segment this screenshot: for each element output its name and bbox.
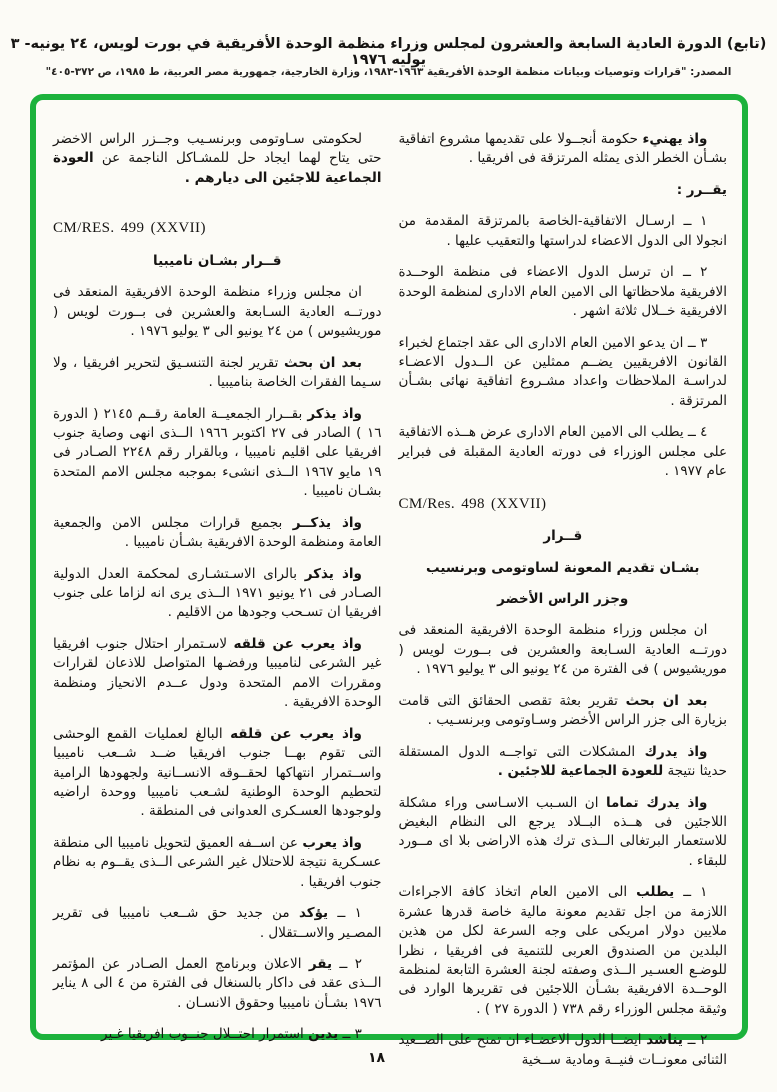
res-498-operative-2: ٢ ــ يناشد ايضــا الدول الاعضـاء ان تمنح على الصــعيد الثنائى معونــات فنيــة ومادية ســخية: [398, 1032, 727, 1068]
res-498-preamble-report: بعد ان بحث تقرير بعثة تقصى الحقائق التى قامت بزيارة الى جزر الراس الأخضر وسـاوتومى وبرنسـيب .: [398, 692, 727, 729]
res-497-preamble-angola: واذ يهنيء حكومة أنجــولا على تقديمها مشروع اتفاقية بشـأن الخطر الذى يمثله المرتزقة فى افريقيا .: [398, 131, 727, 167]
column-right: [398, 130, 728, 1068]
res-498-continuation: لحكومتى سـاوتومى وبرنسـيب وجــزر الراس الاخضر حتى يتاح لهما ايجاد حل للمشـاكل الناجمة عن العودة الجماعية للاجئين الى ديارهم .: [53, 131, 382, 186]
res-499-operative-1: ١ ــ يؤكد من جديد حق شــعب ناميبيا فى تقرير المصـير والاســتقلال .: [53, 905, 382, 941]
res-498-preamble-problems: واذ يدرك المشكلات التى تواجــه الدول المستقلة حديثا نتيجة للعودة الجماعية للاجئين .: [398, 743, 727, 780]
res-498-preamble-cause: واذ يدرك تماما ان السـبب الاسـاسى وراء مشكلة اللاجئين فى هــذه البــلاد يرجع الى النظام البغيض للاستعمار البرتغالى الــذى ترك هذه الاراضى بلا اى مــورد للبقاء .: [398, 794, 727, 869]
header-session-line: (تابع) الدورة العادية السابعة والعشرون لمجلس وزراء منظمة الوحدة الأفريقية في بورت لويس، ٢٤ يونيه- ٣ يوليه ١٩٧٦: [10, 36, 767, 68]
res-498-preamble-session: ان مجلس وزراء منظمة الوحدة الافريقية المنعقد فى دورتــه العادية السـابعة والعشرين فى بــورت لويس ( موريشيوس ) فى الفترة من ٢٤ يونيو الى ٣ يوليو ١٩٧٦ .: [398, 622, 727, 678]
column-left: [53, 130, 382, 1043]
res-498-ref: CM/Res. 498 (XXVII): [398, 495, 547, 512]
res-499-operative-3: ٣ ــ يدين استمرار احتــلال جنــوب افريقيا غـير: [101, 1026, 362, 1043]
res-498-title-line1: قــرار: [543, 528, 583, 545]
res-499-preamble-occupation: واذ يعرب عن قلقه لاسـتمرار احتلال جنوب افريقيا غير الشرعى لناميبيا ورفضـها المتواصل للاذعان لقرارات ومقررات الامم المتحدة ودول عــدم الانحياز ومنظمة الوحدة الافريقية .: [53, 635, 382, 711]
res-499-preamble-ga-resolutions: واذ يذكر بقــرار الجمعيــة العامة رقــم ٢١٤٥ ( الدورة ١٦ ) الصادر فى ٢٧ اكتوبر ١٩٦٦ الــذى انهى وصاية جنوب افريقيا على اقليم ناميبيا ، وبالقرار رقم ٢٢٤٨ الصـادر فى ١٩ مايو ١٩٦٧ الــذى انشىء بموجبه مجلس الامم المتحدة بشـان ناميبيا .: [53, 405, 382, 500]
res-499-preamble-report: بعد ان بحث تقرير لجنة التنسـيق لتحرير افريقيا ، ولا سـيما الفقرات الخاصة بناميبيا .: [53, 354, 382, 391]
res-499-preamble-icj: واذ يذكر بالراى الاسـتشـارى لمحكمة العدل الدولية الصـادر فى ٢١ يونيو ١٩٧١ الــذى يرى انه لزاما على جنوب افريقيا ان تسـحب وجودها من الاقليم .: [53, 565, 382, 621]
res-498-title-line2: بشـان تقديم المعونة لساوتومى وبرنسيب: [426, 559, 700, 576]
operative-3: ٣ ــ ان يدعو الامين العام الادارى الى عقد اجتماع لخبراء القانون الافريقيين يضــم ممثلين عن الــدول الاعضـاء لدراسـة الملاحظات واعداد مشـروع اتفاقية نهائى بشـأن المرتزقة .: [398, 334, 727, 409]
operative-marker: يقــرر :: [676, 181, 727, 198]
res-499-preamble-all-resolutions: واذ يذكــر بجميع قرارات مجلس الامن والجمعية العامة ومنظمة الوحدة الافريقية بشـأن ناميبيا .: [53, 514, 382, 551]
operative-2: ٢ ــ ان ترسل الدول الاعضاء فى منظمة الوحــدة الافريقية ملاحظاتها الى الامين العام الادارى لمنظمة الوحدة الافريقية خــلال ثلاثة اشهر .: [398, 264, 727, 320]
operative-4: ٤ ــ يطلب الى الامين العام الادارى عرض هــذه الاتفاقية على مجلس الوزراء فى دورته العادية المقبلة فى فبراير عام ١٩٧٧ .: [398, 424, 727, 480]
res-499-ref: CM/RES. 499 (XXVII): [53, 220, 206, 237]
res-499-preamble-militarization: واذ يعرب عن اســفه العميق لتحويل ناميبيا الى منطقة عسـكرية نتيجة للاحتلال غير الشرعى الــذى يقــوم به نظام جنوب افريقيا .: [53, 834, 382, 890]
res-499-title: قــرار بشـان ناميبيا: [153, 252, 282, 269]
res-498-title-line3: وجزر الراس الأخضر: [497, 591, 629, 608]
res-499-operative-2: ٢ ــ يقر الاعلان وبرنامج العمل الصـادر عن المؤتمر الــذى عقد فى داكار بالسنغال فى الفترة من ٤ الى ٨ يناير ١٩٧٦ بشـأن ناميبيا وحقوق الانسـان .: [53, 956, 382, 1011]
page-number: ١٨: [367, 1050, 386, 1066]
header-source-line: المصدر: "قرارات وتوصيات وبيانات منظمة الوحدة الأفريقية ١٩٦٣-١٩٨٣، وزارة الخارجية، جمهورية مصر العربية، ط ١٩٨٥، ص ٣٧٢-٤٠٥": [45, 66, 732, 78]
operative-1: ١ ــ ارسـال الاتفاقية-الخاصة بالمرتزقة المقدمة من انجولا الى الدول الاعضاء لدراستها والتعقيب عليها .: [398, 213, 727, 249]
res-499-preamble-repression: واذ يعرب عن قلقه البالغ لعمليات القمع الوحشى التى تقوم بهــا جنوب افريقيا ضــد شــعب ناميبيا واســتمرار انتهاكها لحقــوقه الانســانية ولجهودها الرامية لتحطيم الوحدة الوطنية لشـعب ناميبيا ووحدة اراضيه ولوجودها العسـكرى العدوانى فى المنطقة .: [53, 725, 382, 820]
res-499-preamble-session: ان مجلس وزراء منظمة الوحدة الافريقية المنعقد فى دورتــه العادية السـابعة والعشرين فى بــورت لويس ( موريشيوس ) من ٢٤ يونيو الى ٣ يوليو ١٩٧٦ .: [53, 284, 382, 340]
res-498-operative-1: ١ ــ يطلب الى الامين العام اتخاذ كافة الاجراءات اللازمة من اجل تقديم معونة مالية خاصة قدرها عشرة ملايين دولار امريكى على وجه السرعة لكل من هذين البلدين من الصندوق العربى للتنمية فى افريقيا ، نظرا للوضـع العسـير الــذى وصفته لجنة العشرة التابعة لمنظمة الوحــدة الافريقية بشـأن اللاجئين فى تقريرها الوارد فى وثيقة مجلس الوزراء رقم ٧٣٨ ( الدورة ٢٧ ) .: [398, 884, 727, 1017]
